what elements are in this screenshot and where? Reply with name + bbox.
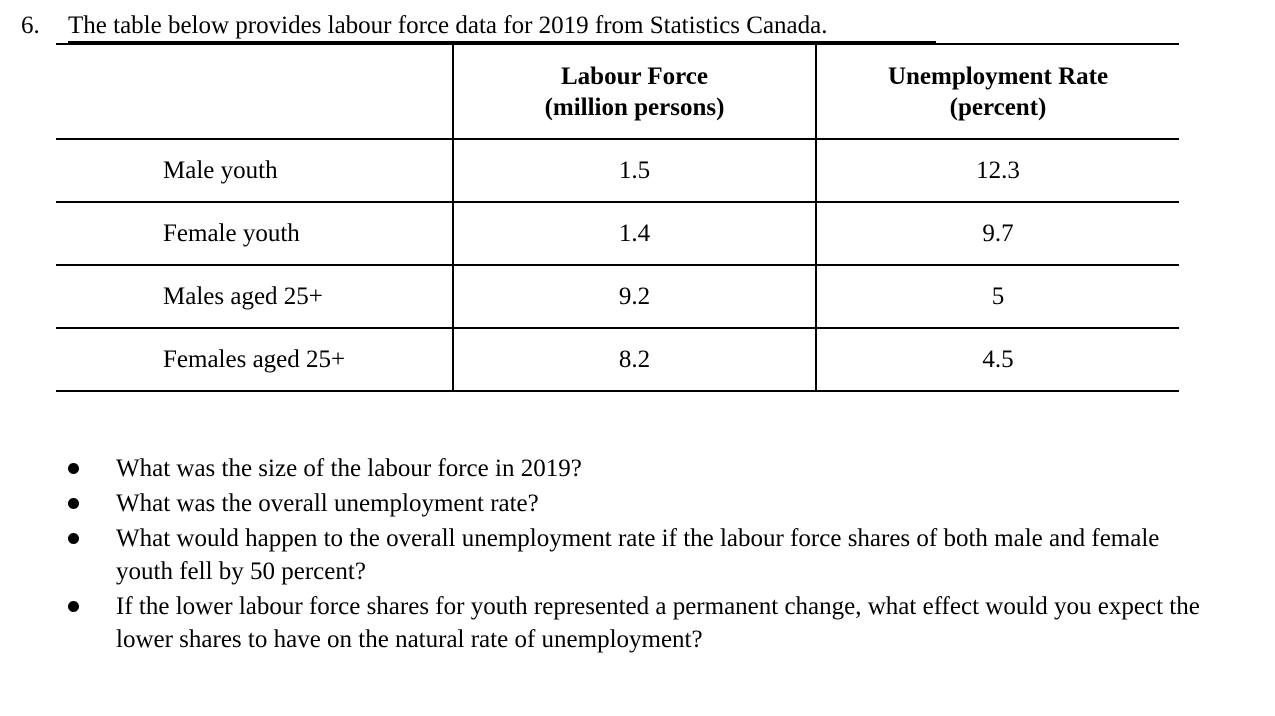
sub-question-text: If the lower labour force shares for youth represented a permanent change, what effect would you expect the lower shares to have on the natural rate of unemployment? bbox=[116, 593, 1200, 653]
table-header-row bbox=[56, 45, 1179, 139]
header-unemployment-rate-title: Unemployment Rate bbox=[887, 62, 1109, 90]
header-labour-force bbox=[453, 45, 816, 139]
row-unemployment-rate: 9.7 bbox=[816, 202, 1179, 265]
sub-question-text: What would happen to the overall unemployment rate if the labour force shares of both male and female youth fell by 50 percent? bbox=[116, 525, 1160, 585]
bullet-icon bbox=[68, 601, 79, 612]
sub-question-item bbox=[0, 522, 1275, 588]
header-labour-force-unit: (million persons) bbox=[544, 93, 725, 121]
row-labour-force: 9.2 bbox=[453, 265, 816, 328]
header-labour-force-title: Labour Force bbox=[561, 62, 708, 90]
row-labour-force: 8.2 bbox=[453, 328, 816, 391]
question-intro: The table below provides labour force data for 2019 from Statistics Canada. bbox=[68, 12, 828, 39]
row-labour-force: 1.5 bbox=[453, 139, 816, 202]
sub-question-text: What was the size of the labour force in 2019? bbox=[116, 455, 582, 482]
sub-question-list bbox=[0, 452, 1275, 658]
row-category: Males aged 25+ bbox=[56, 265, 453, 328]
table-row bbox=[56, 202, 1179, 265]
table-row bbox=[56, 265, 1179, 328]
row-category: Females aged 25+ bbox=[56, 328, 453, 391]
header-unemployment-rate bbox=[816, 45, 1179, 139]
bullet-icon bbox=[68, 533, 79, 544]
sub-question-text: What was the overall unemployment rate? bbox=[116, 490, 539, 517]
sub-question-item bbox=[0, 452, 1275, 485]
table-row bbox=[56, 328, 1179, 391]
sub-question-item bbox=[0, 590, 1275, 656]
row-unemployment-rate: 5 bbox=[816, 265, 1179, 328]
row-labour-force: 1.4 bbox=[453, 202, 816, 265]
question-number: 6. bbox=[21, 12, 40, 39]
row-category: Male youth bbox=[56, 139, 453, 202]
row-category: Female youth bbox=[56, 202, 453, 265]
row-unemployment-rate: 12.3 bbox=[816, 139, 1179, 202]
header-category bbox=[56, 45, 453, 139]
table-row bbox=[56, 139, 1179, 202]
bullet-icon bbox=[68, 498, 79, 509]
labour-force-table bbox=[56, 43, 1179, 392]
header-unemployment-rate-unit: (percent) bbox=[949, 93, 1047, 121]
bullet-icon bbox=[68, 463, 79, 474]
sub-question-item bbox=[0, 487, 1275, 520]
row-unemployment-rate: 4.5 bbox=[816, 328, 1179, 391]
